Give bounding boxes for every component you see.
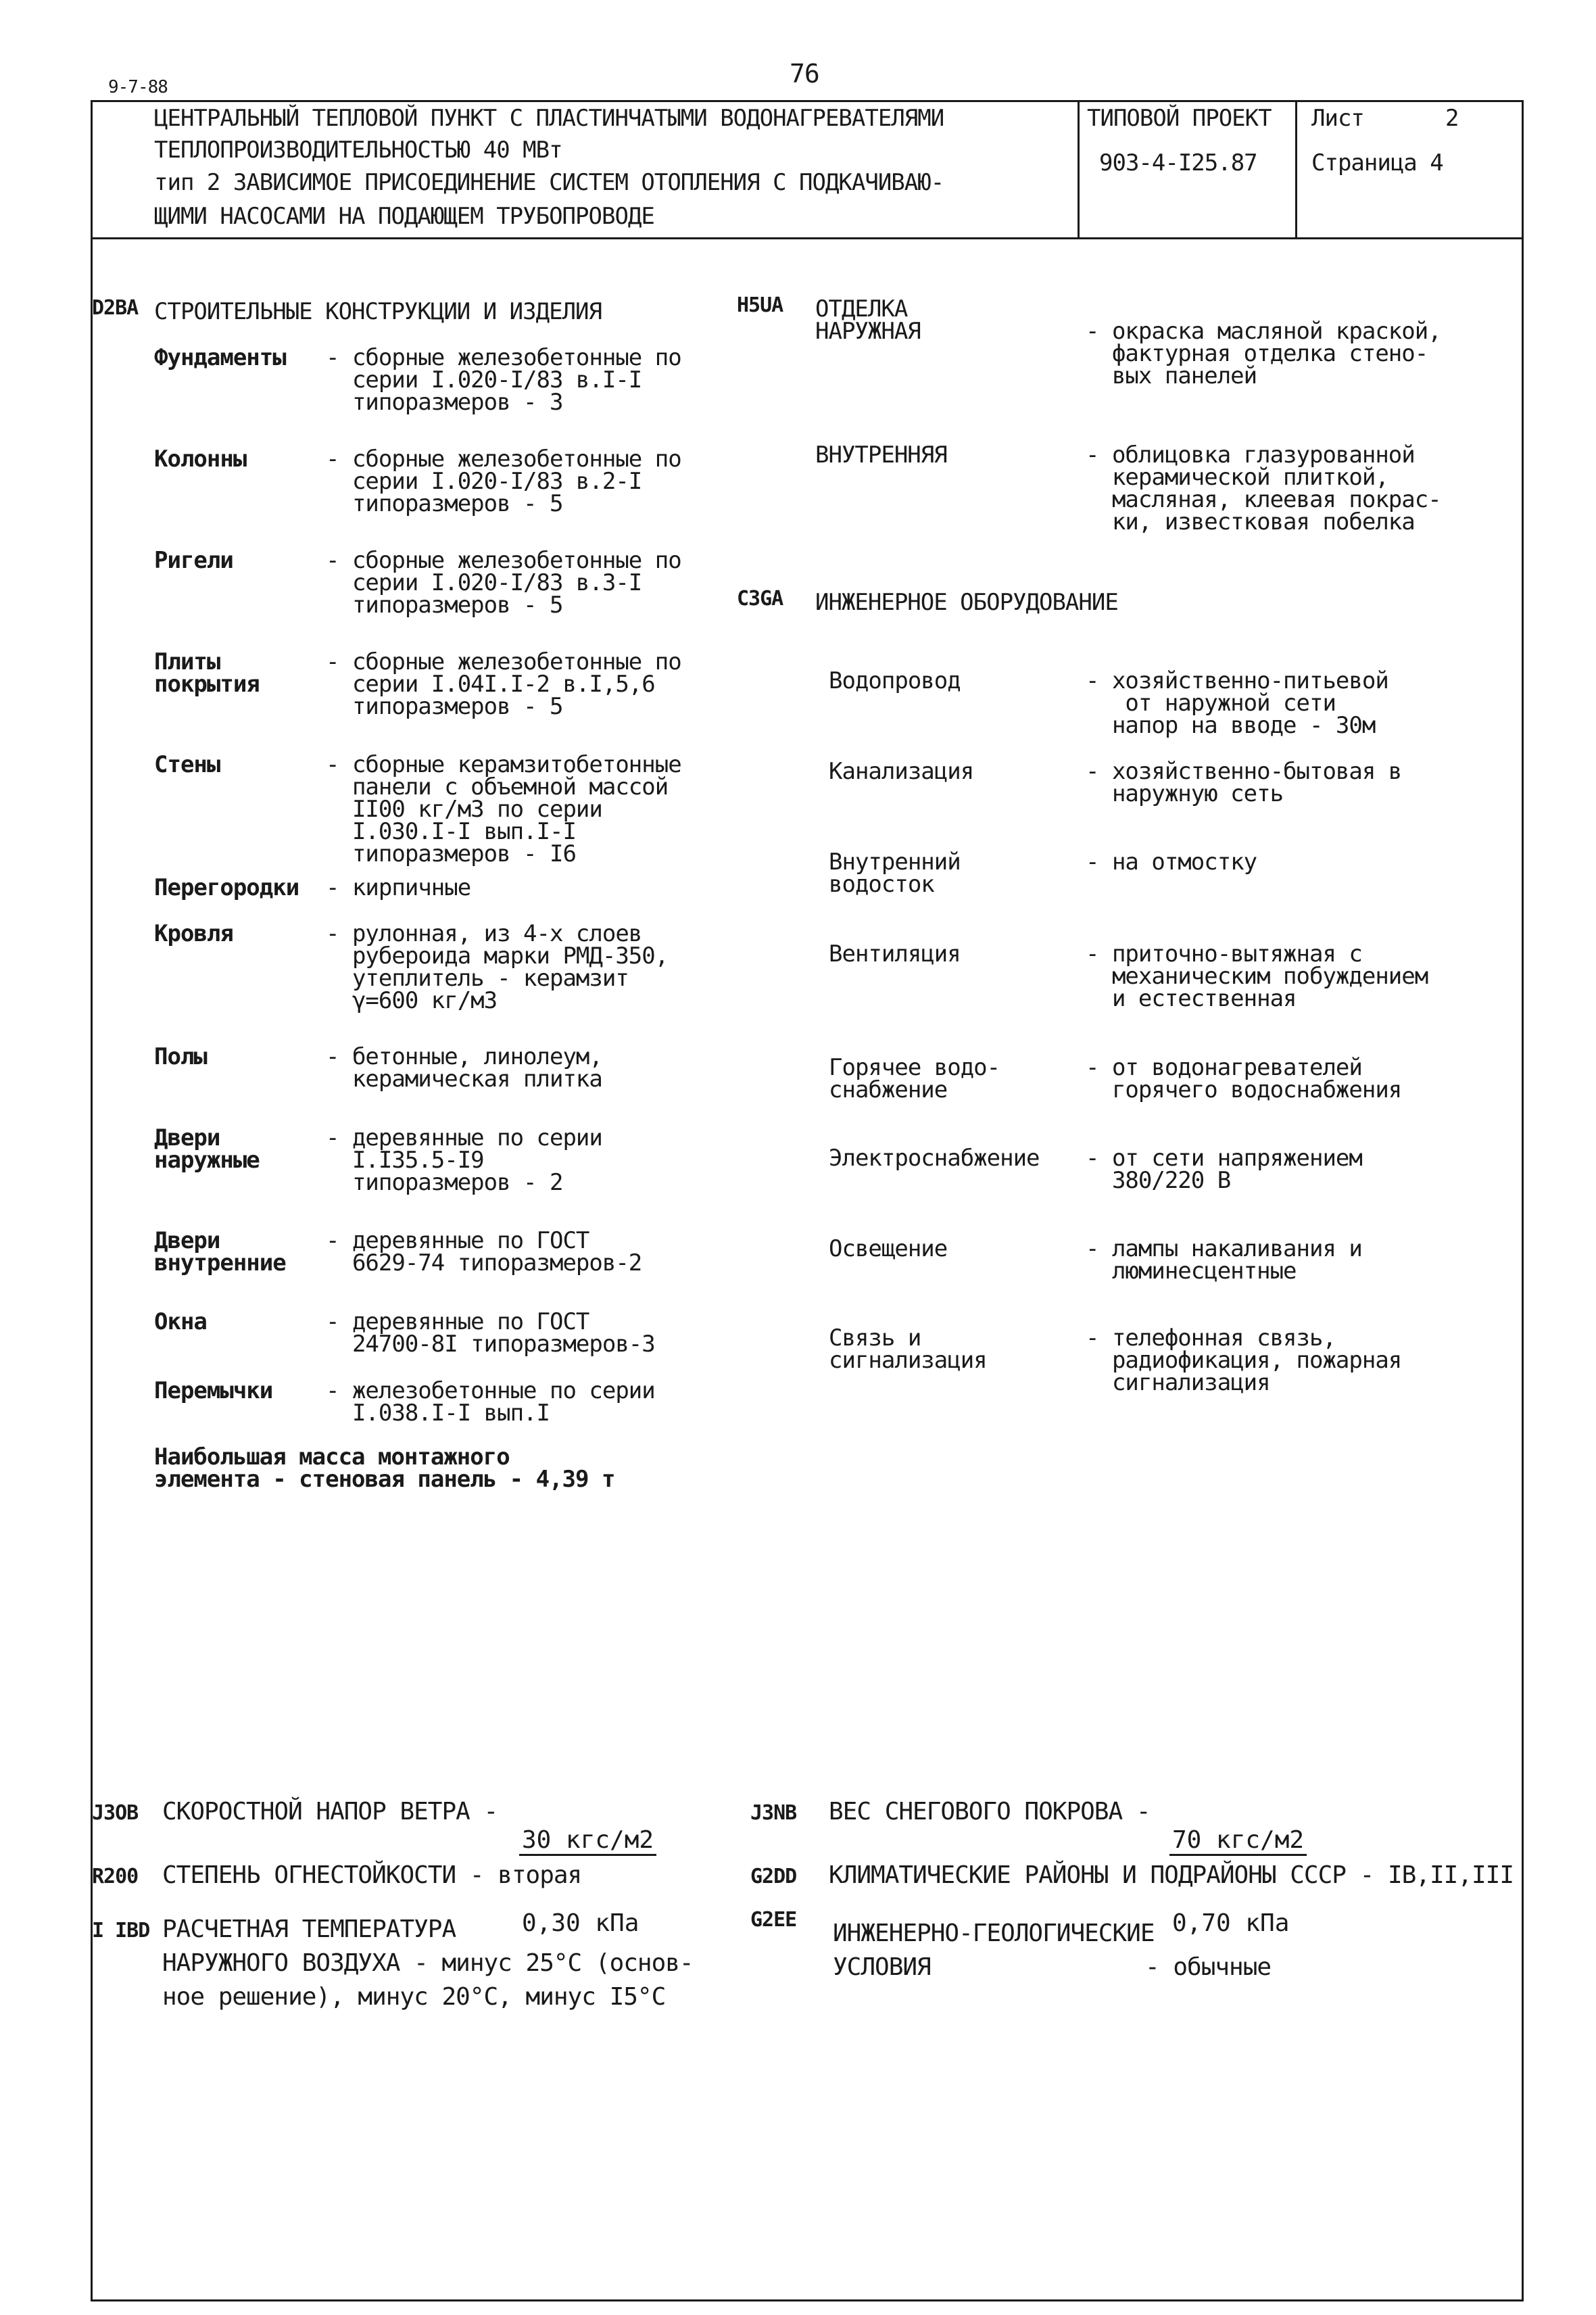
temperature-code: I IBD: [92, 1919, 150, 1942]
engineering-desc: и естественная: [1086, 985, 1297, 1012]
construction-desc: серии I.020-I/83 в.3-I: [326, 569, 642, 596]
engineering-label: водосток: [829, 871, 934, 898]
climate-code: G2DD: [750, 1865, 797, 1888]
construction-label: Фундаменты: [154, 344, 286, 371]
engineering-desc: - приточно-вытяжная с: [1086, 940, 1362, 968]
fire-text: СТЕПЕНЬ ОГНЕСТОЙКОСТИ - вторая: [162, 1861, 582, 1889]
construction-label: Плиты: [154, 648, 220, 675]
title-divider-2: [1295, 100, 1297, 239]
construction-desc: I.I35.5-I9: [326, 1147, 484, 1174]
construction-desc: типоразмеров - 3: [326, 389, 563, 416]
construction-label: Перемычки: [154, 1377, 273, 1404]
engineering-desc: механическим побуждением: [1086, 963, 1428, 990]
finishing-code: H5UA: [737, 293, 783, 317]
engineering-desc: - от водонагревателей: [1086, 1054, 1362, 1081]
engineering-label: Освещение: [829, 1235, 948, 1262]
construction-desc: керамическая плитка: [326, 1066, 602, 1093]
construction-desc: - сборные железобетонные по: [326, 648, 681, 675]
construction-desc: I.030.I-I вып.I-I: [326, 818, 576, 845]
engineering-desc: напор на вводе - 30м: [1086, 712, 1376, 739]
construction-desc: панели с объемной массой: [326, 773, 669, 801]
construction-label: покрытия: [154, 671, 260, 698]
construction-desc: типоразмеров - I6: [326, 840, 576, 867]
construction-label: наружные: [154, 1147, 260, 1174]
construction-desc: серии I.020-I/83 в.I-I: [326, 366, 642, 393]
construction-desc: типоразмеров - 5: [326, 490, 563, 517]
engineering-desc: сигнализация: [1086, 1369, 1270, 1396]
construction-desc: - деревянные по серии: [326, 1124, 602, 1151]
heaviest-element: элемента - стеновая панель - 4,39 т: [154, 1466, 615, 1493]
engineering-desc: от наружной сети: [1086, 690, 1336, 717]
title-divider-1: [1078, 100, 1080, 239]
engineering-label: Связь и: [829, 1324, 921, 1352]
construction-desc: II00 кг/м3 по серии: [326, 796, 602, 823]
engineering-desc: - хозяйственно-бытовая в: [1086, 758, 1402, 785]
construction-label: Кровля: [154, 920, 233, 947]
finishing-desc: - окраска масляной краской,: [1086, 318, 1441, 345]
engineering-desc: 380/220 В: [1086, 1167, 1231, 1194]
construction-desc: - железобетонные по серии: [326, 1377, 655, 1404]
engineering-label: Внутренний: [829, 849, 961, 876]
heaviest-element: Наибольшая масса монтажного: [154, 1443, 510, 1471]
sheet-label: Лист: [1311, 105, 1364, 132]
project-label: ТИПОВОЙ ПРОЕКТ: [1087, 105, 1272, 132]
finishing-heading: ОТДЕЛКА: [815, 295, 908, 323]
construction-desc: - сборные железобетонные по: [326, 344, 681, 371]
construction-code: D2BA: [92, 296, 139, 320]
construction-label: Окна: [154, 1308, 207, 1335]
wind-den: 0,30 кПа: [522, 1909, 639, 1937]
engineering-label: Электроснабжение: [829, 1145, 1040, 1172]
finishing-inner-desc: керамической плиткой,: [1086, 464, 1388, 491]
fire-code: R200: [92, 1865, 139, 1888]
snow-num: 70 кгс/м2: [1169, 1827, 1307, 1856]
construction-desc: I.038.I-I вып.I: [326, 1400, 550, 1427]
construction-label: Полы: [154, 1043, 207, 1070]
engineering-code: C3GA: [737, 587, 783, 611]
finishing-inner-label: ВНУТРЕННЯЯ: [815, 441, 947, 469]
engineering-desc: - лампы накаливания и: [1086, 1235, 1362, 1262]
construction-label: внутренние: [154, 1249, 286, 1276]
construction-heading: СТРОИТЕЛЬНЫЕ КОНСТРУКЦИИ И ИЗДЕЛИЯ: [154, 298, 602, 325]
construction-label: Колонны: [154, 446, 247, 473]
construction-desc: утеплитель - керамзит: [326, 965, 629, 992]
temperature-line: ное решение), минус 20°С, минус I5°С: [162, 1983, 666, 2011]
temperature-line: РАСЧЕТНАЯ ТЕМПЕРАТУРА: [162, 1915, 456, 1943]
wind-num: 30 кгс/м2: [519, 1827, 656, 1856]
finishing-inner-desc: ки, известковая побелка: [1086, 508, 1415, 535]
construction-desc: 6629-74 типоразмеров-2: [326, 1249, 642, 1276]
finishing-desc: фактурная отделка стено-: [1086, 340, 1428, 367]
engineering-desc: люминесцентные: [1086, 1258, 1297, 1285]
sheet-value: 2: [1445, 105, 1459, 132]
construction-desc: серии I.020-I/83 в.2-I: [326, 468, 642, 495]
finishing-inner-desc: масляная, клеевая покрас-: [1086, 486, 1441, 513]
engineering-desc: - от сети напряжением: [1086, 1145, 1362, 1172]
geology-code: G2EE: [750, 1908, 797, 1932]
finishing-inner-desc: - облицовка глазурованной: [1086, 441, 1415, 469]
engineering-desc: - хозяйственно-питьевой: [1086, 667, 1388, 694]
snow-label: ВЕС СНЕГОВОГО ПОКРОВА -: [829, 1798, 1151, 1825]
construction-desc: - бетонные, линолеум,: [326, 1043, 602, 1070]
engineering-desc: наружную сеть: [1086, 780, 1284, 807]
construction-desc: - деревянные по ГОСТ: [326, 1308, 589, 1335]
construction-desc: типоразмеров - 5: [326, 693, 563, 720]
snow-den: 0,70 кПа: [1172, 1909, 1290, 1937]
doc-code: 9-7-88: [108, 77, 168, 97]
construction-label: Двери: [154, 1227, 220, 1254]
construction-desc: типоразмеров - 5: [326, 592, 563, 619]
project-number: 903-4-I25.87: [1099, 149, 1257, 176]
title-line-1: ЦЕНТРАЛЬНЫЙ ТЕПЛОВОЙ ПУНКТ С ПЛАСТИНЧАТЫМИ ВОДОНАГРЕВАТЕЛЯМИ: [154, 105, 944, 132]
construction-desc: типоразмеров - 2: [326, 1169, 563, 1196]
title-line-3: тип 2 ЗАВИСИМОЕ ПРИСОЕДИНЕНИЕ СИСТЕМ ОТОПЛЕНИЯ С ПОДКАЧИВАЮ-: [154, 169, 944, 196]
engineering-label: Горячее водо-: [829, 1054, 1000, 1081]
engineering-label: Водопровод: [829, 667, 961, 694]
construction-label: Перегородки: [154, 874, 299, 901]
finishing-heading: НАРУЖНАЯ: [815, 318, 921, 345]
construction-desc: - сборные железобетонные по: [326, 446, 681, 473]
construction-desc: - деревянные по ГОСТ: [326, 1227, 589, 1254]
climate-text: КЛИМАТИЧЕСКИЕ РАЙОНЫ И ПОДРАЙОНЫ СССР - IВ,II,III: [829, 1861, 1514, 1889]
geology-line: УСЛОВИЯ: [833, 1953, 931, 1981]
engineering-label: Вентиляция: [829, 940, 961, 968]
engineering-heading: ИНЖЕНЕРНОЕ ОБОРУДОВАНИЕ: [815, 589, 1118, 616]
construction-desc: - сборные железобетонные по: [326, 547, 681, 574]
construction-desc: - сборные керамзитобетонные: [326, 751, 681, 778]
wind-code: J3OB: [92, 1801, 139, 1825]
construction-label: Стены: [154, 751, 220, 778]
engineering-desc: - телефонная связь,: [1086, 1324, 1336, 1352]
page-number: 76: [790, 59, 819, 89]
construction-desc: - кирпичные: [326, 874, 471, 901]
construction-desc: 24700-8I типоразмеров-3: [326, 1331, 655, 1358]
title-line-2: ТЕПЛОПРОИЗВОДИТЕЛЬНОСТЬЮ 40 МВт: [154, 137, 562, 164]
engineering-desc: - на отмостку: [1086, 849, 1257, 876]
geology-line: ИНЖЕНЕРНО-ГЕОЛОГИЧЕСКИЕ: [833, 1919, 1155, 1947]
engineering-desc: горячего водоснабжения: [1086, 1076, 1402, 1103]
finishing-desc: вых панелей: [1086, 362, 1257, 389]
geology-value: - обычные: [1145, 1953, 1272, 1981]
page-label: Страница 4: [1311, 149, 1443, 176]
engineering-label: Канализация: [829, 758, 974, 785]
construction-desc: рубероида марки РМД-350,: [326, 942, 669, 970]
construction-desc: - рулонная, из 4-х слоев: [326, 920, 642, 947]
engineering-label: сигнализация: [829, 1347, 987, 1374]
construction-desc: серии I.04I.I-2 в.I,5,6: [326, 671, 655, 698]
engineering-label: снабжение: [829, 1076, 948, 1103]
wind-label: СКОРОСТНОЙ НАПОР ВЕТРА -: [162, 1798, 498, 1825]
snow-code: J3NB: [750, 1801, 797, 1825]
construction-desc: γ=600 кг/м3: [326, 987, 498, 1014]
engineering-desc: радиофикация, пожарная: [1086, 1347, 1402, 1374]
title-line-4: ЩИМИ НАСОСАМИ НА ПОДАЮЩЕМ ТРУБОПРОВОДЕ: [154, 203, 654, 230]
construction-label: Ригели: [154, 547, 233, 574]
temperature-line: НАРУЖНОГО ВОЗДУХА - минус 25°С (основ-: [162, 1949, 694, 1977]
construction-label: Двери: [154, 1124, 220, 1151]
